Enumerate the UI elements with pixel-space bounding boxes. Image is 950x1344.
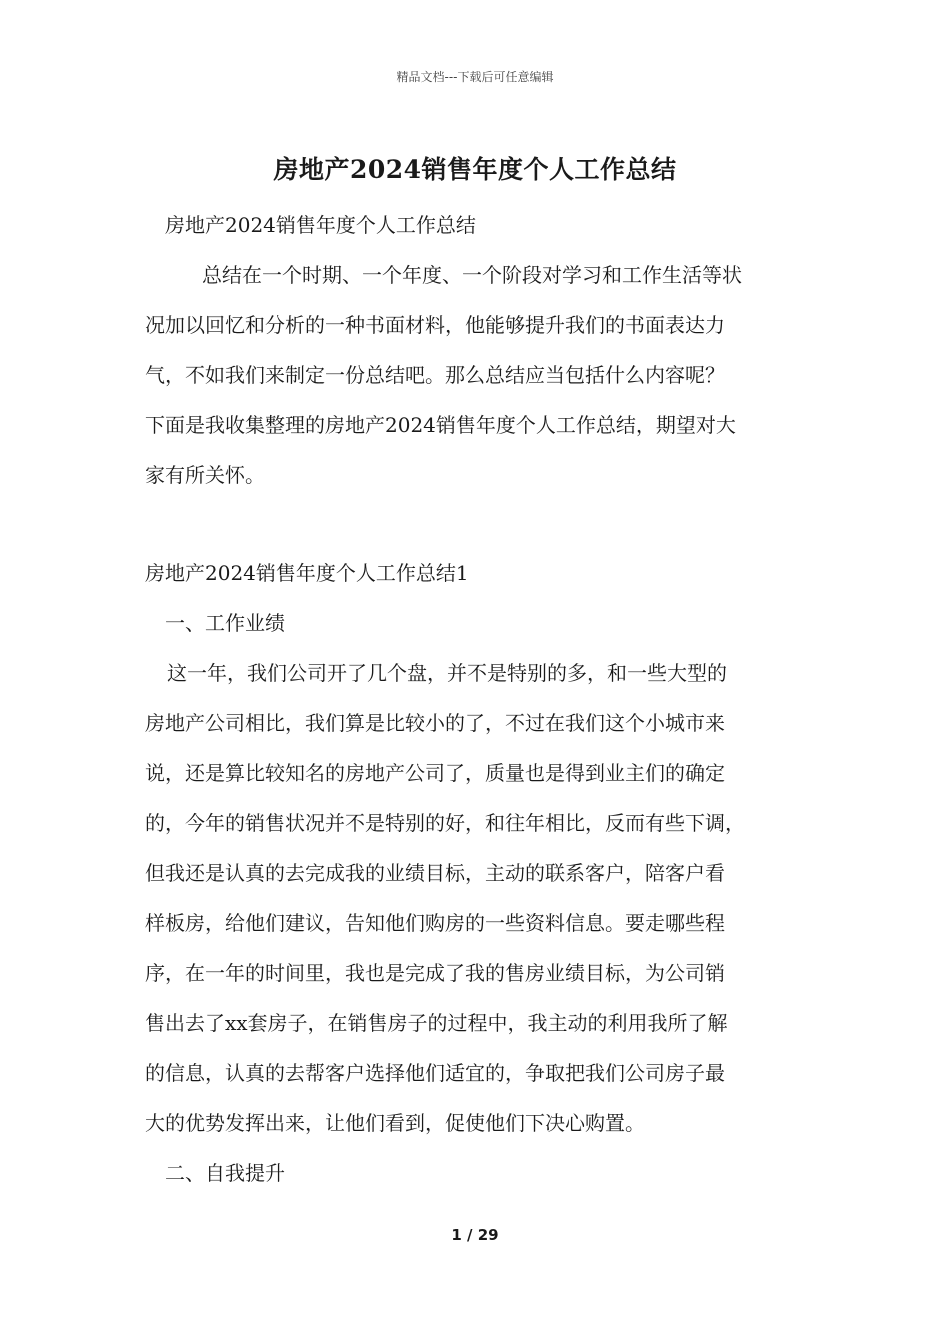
paragraph-gap	[145, 500, 825, 548]
body-line: 但我还是认真的去完成我的业绩目标，主动的联系客户，陪客户看	[145, 861, 725, 885]
body-line: 售出去了xx套房子，在销售房子的过程中，我主动的利用我所了解	[145, 1011, 728, 1035]
intro-line: 况加以回忆和分析的一种书面材料，他能够提升我们的书面表达力	[145, 313, 725, 337]
intro-line: 总结在一个时期、一个年度、一个阶段对学习和工作生活等状	[202, 263, 742, 287]
intro-line: 家有所关怀。	[145, 463, 265, 487]
body-line: 这一年，我们公司开了几个盘，并不是特别的多，和一些大型的	[167, 661, 727, 685]
body-line: 序，在一年的时间里，我也是完成了我的售房业绩目标，为公司销	[145, 961, 725, 985]
body-line: 房地产公司相比，我们算是比较小的了，不过在我们这个小城市来	[145, 711, 725, 735]
intro-line: 气，不如我们来制定一份总结吧。那么总结应当包括什么内容呢？	[145, 363, 725, 387]
body-line: 大的优势发挥出来，让他们看到，促使他们下决心购置。	[145, 1111, 645, 1135]
page-number: 1 / 29	[451, 1226, 499, 1244]
body-line: 的信息，认真的去帮客户选择他们适宜的，争取把我们公司房子最	[145, 1061, 725, 1085]
header-note: 精品文档---下载后可任意编辑	[396, 70, 554, 84]
body-line: 说，还是算比较知名的房地产公司了，质量也是得到业主们的确定	[145, 761, 725, 785]
document-title: 房地产2024销售年度个人工作总结	[273, 155, 677, 184]
section-title: 房地产2024销售年度个人工作总结1	[145, 561, 469, 585]
intro-line: 下面是我收集整理的房地产2024销售年度个人工作总结，期望对大	[145, 413, 736, 437]
heading-self-improvement: 二、自我提升	[165, 1161, 285, 1185]
document-body	[145, 200, 825, 1198]
heading-work-performance: 一、工作业绩	[165, 611, 285, 635]
subtitle: 房地产2024销售年度个人工作总结	[165, 213, 476, 237]
body-line: 的，今年的销售状况并不是特别的好，和往年相比，反而有些下调，	[145, 811, 745, 835]
body-line: 样板房，给他们建议，告知他们购房的一些资料信息。要走哪些程	[145, 911, 725, 935]
